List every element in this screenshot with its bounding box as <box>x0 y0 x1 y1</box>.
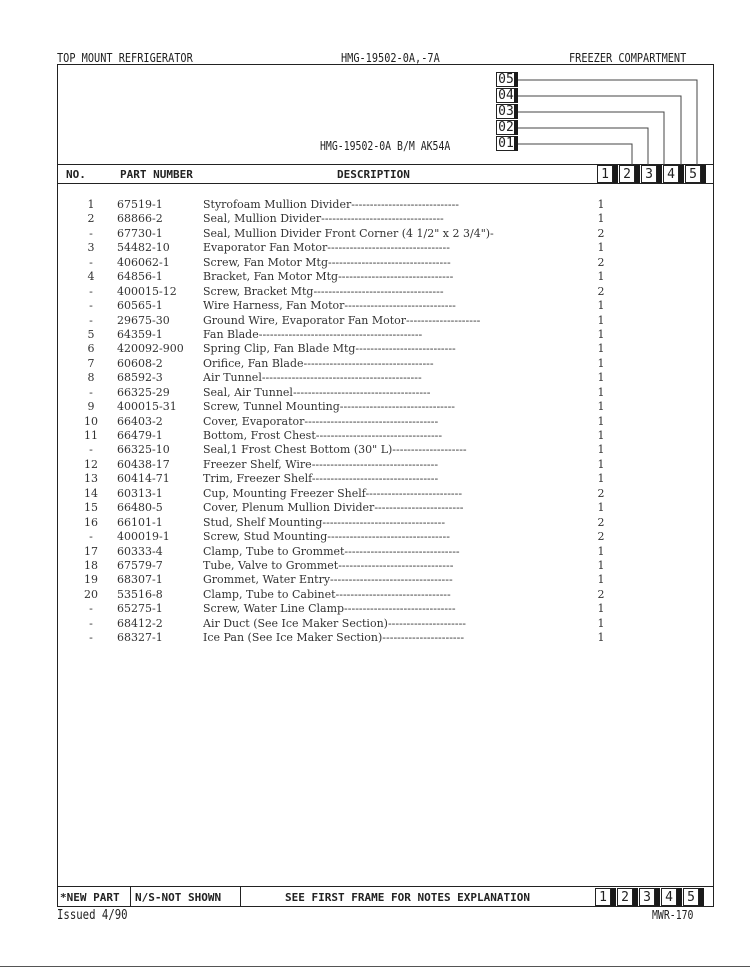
footer-divider <box>57 886 714 887</box>
part-row-description: Tube, Valve to Grommet------------------------------- <box>203 558 454 572</box>
part-row-quantity: 2 <box>597 587 605 601</box>
part-row <box>75 559 635 573</box>
marker-tab <box>611 888 616 906</box>
marker-4: 4 <box>663 165 679 183</box>
part-row-number: - <box>89 530 93 544</box>
column-header-part-number: PART NUMBER <box>120 168 193 181</box>
part-row-quantity: 1 <box>597 414 605 428</box>
part-row-number: 11 <box>84 429 98 442</box>
part-row-number: - <box>89 255 93 269</box>
part-row-part-number: 67730-1 <box>117 226 163 240</box>
part-row <box>75 270 635 284</box>
part-row <box>75 285 635 299</box>
part-row <box>75 429 635 443</box>
part-row-description: Bracket, Fan Motor Mtg------------------------------- <box>203 270 454 284</box>
part-row-quantity: 1 <box>597 457 605 471</box>
part-row-part-number: 60333-4 <box>117 544 163 558</box>
document-title: TOP MOUNT REFRIGERATOR <box>57 50 193 65</box>
marker-tab <box>635 165 640 183</box>
part-row-quantity: 1 <box>597 270 605 284</box>
part-row-number: 16 <box>84 515 98 529</box>
part-row-part-number: 67579-7 <box>117 558 163 572</box>
part-row-number: - <box>89 299 93 313</box>
part-row-quantity: 1 <box>597 616 605 630</box>
part-row <box>75 472 635 486</box>
part-row <box>75 256 635 270</box>
part-row-number: 20 <box>84 587 98 601</box>
part-row-description: Clamp, Tube to Grommet------------------------------- <box>203 544 460 558</box>
part-row-quantity: 1 <box>597 573 605 587</box>
part-row <box>75 530 635 544</box>
part-row-part-number: 60414-71 <box>117 472 170 486</box>
part-row-description: Grommet, Water Entry--------------------------------- <box>203 573 453 587</box>
part-row-part-number: 66101-1 <box>117 515 163 529</box>
part-row-number: 1 <box>87 198 95 211</box>
part-row-description: Air Duct (See Ice Maker Section)--------------------- <box>203 616 467 630</box>
part-row-description: Seal, Air Tunnel------------------------------------- <box>203 385 431 399</box>
part-row <box>75 458 635 472</box>
column-header-description: DESCRIPTION <box>337 168 410 181</box>
part-row-number: 7 <box>87 356 95 370</box>
not-shown-legend: N/S-NOT SHOWN <box>135 891 222 904</box>
footer-marker-5: 5 <box>683 888 699 906</box>
part-row-number: 13 <box>84 472 98 486</box>
part-row-part-number: 64359-1 <box>117 327 163 341</box>
part-row-number: - <box>89 631 93 645</box>
part-row <box>75 588 635 602</box>
part-row-number: 5 <box>87 327 95 341</box>
marker-1: 1 <box>597 165 613 183</box>
part-row-number: - <box>89 284 93 298</box>
part-row <box>75 516 635 530</box>
footer-separator <box>130 886 131 907</box>
part-row-description: Orifice, Fan Blade----------------------------------- <box>203 356 434 370</box>
part-row-description: Spring Clip, Fan Blade Mtg--------------------------- <box>203 342 456 356</box>
part-row-description: Evaporator Fan Motor--------------------------------- <box>203 241 450 255</box>
part-row-description: Wire Harness, Fan Motor------------------------------ <box>203 299 456 313</box>
part-row-description: Screw, Water Line Clamp------------------------------ <box>203 602 456 616</box>
part-row-description: Screw, Bracket Mtg----------------------------------- <box>203 284 444 298</box>
part-row-description: Ground Wire, Evaporator Fan Motor-------------------- <box>203 313 481 327</box>
part-row-quantity: 2 <box>597 486 605 500</box>
part-row-number: 10 <box>84 414 98 428</box>
part-row-number: 3 <box>87 241 95 255</box>
part-row-part-number: 400015-31 <box>117 400 177 414</box>
part-row-number: 15 <box>84 501 98 515</box>
new-part-legend: *NEW PART <box>60 891 120 904</box>
version-code-01: 01 <box>496 136 516 151</box>
part-row <box>75 415 635 429</box>
part-row-description: Screw, Fan Motor Mtg--------------------------------- <box>203 255 451 269</box>
part-row <box>75 545 635 559</box>
marker-5: 5 <box>685 165 701 183</box>
part-row-quantity: 2 <box>597 515 605 529</box>
part-row <box>75 342 635 356</box>
part-row-number: 9 <box>87 400 95 414</box>
part-row-quantity: 2 <box>597 255 605 269</box>
part-row-quantity: 1 <box>597 371 605 385</box>
part-row-quantity: 1 <box>597 299 605 313</box>
part-row-number: 17 <box>84 544 98 558</box>
part-row <box>75 501 635 515</box>
part-row-quantity: 1 <box>597 327 605 341</box>
part-row <box>75 357 635 371</box>
part-row-part-number: 60565-1 <box>117 299 163 313</box>
part-row-number: - <box>89 443 93 457</box>
page-code: MWR-170 <box>652 908 694 922</box>
model-caption: HMG-19502-0A B/M AK54A <box>320 139 451 153</box>
part-row-description: Styrofoam Mullion Divider----------------------------- <box>203 198 460 211</box>
part-row <box>75 227 635 241</box>
part-row-part-number: 64856-1 <box>117 270 163 284</box>
part-row-part-number: 406062-1 <box>117 255 170 269</box>
marker-tab <box>613 165 618 183</box>
part-row-part-number: 54482-10 <box>117 241 170 255</box>
part-row-quantity: 2 <box>597 530 605 544</box>
part-row-quantity: 1 <box>597 313 605 327</box>
marker-tab <box>633 888 638 906</box>
marker-tab <box>677 888 682 906</box>
version-code-05: 05 <box>496 72 516 87</box>
part-row-part-number: 60313-1 <box>117 486 163 500</box>
version-code-04: 04 <box>496 88 516 103</box>
part-row-part-number: 66325-29 <box>117 385 170 399</box>
issued-date: Issued 4/90 <box>57 908 128 923</box>
marker-tab <box>655 888 660 906</box>
footer-separator <box>240 886 241 907</box>
part-row-part-number: 53516-8 <box>117 587 163 601</box>
part-row-description: Seal,1 Frost Chest Bottom (30" L)-------------------- <box>203 443 467 457</box>
part-row-part-number: 66325-10 <box>117 443 170 457</box>
part-row-number: - <box>89 385 93 399</box>
part-row-part-number: 29675-30 <box>117 313 170 327</box>
part-row-part-number: 420092-900 <box>117 342 184 356</box>
part-row-quantity: 1 <box>597 602 605 616</box>
part-row-quantity: 1 <box>597 241 605 255</box>
part-row-description: Fan Blade-------------------------------------------- <box>203 327 423 341</box>
part-row-part-number: 68866-2 <box>117 212 163 226</box>
part-row-part-number: 400015-12 <box>117 284 177 298</box>
footer-marker-2: 2 <box>617 888 633 906</box>
part-row <box>75 631 635 645</box>
marker-tab <box>701 165 706 183</box>
model-number: HMG-19502-0A,-7A <box>341 50 440 65</box>
part-row-part-number: 67519-1 <box>117 198 163 211</box>
marker-3: 3 <box>641 165 657 183</box>
part-row-number: 19 <box>84 573 98 587</box>
part-row <box>75 386 635 400</box>
part-row-number: - <box>89 313 93 327</box>
part-row-part-number: 65275-1 <box>117 602 163 616</box>
part-row <box>75 314 635 328</box>
part-row-quantity: 2 <box>597 226 605 240</box>
part-row-description: Trim, Freezer Shelf---------------------------------- <box>203 472 439 486</box>
page-bottom-rule <box>0 966 750 967</box>
column-header-number: NO. <box>66 168 86 181</box>
part-row-description: Screw, Stud Mounting--------------------------------- <box>203 530 450 544</box>
part-row-part-number: 400019-1 <box>117 530 170 544</box>
part-row <box>75 241 635 255</box>
part-row-number: - <box>89 602 93 616</box>
part-row-part-number: 60608-2 <box>117 356 163 370</box>
part-row-number: - <box>89 616 93 630</box>
part-row-quantity: 1 <box>597 501 605 515</box>
part-row-number: 2 <box>87 212 95 226</box>
marker-tab <box>679 165 684 183</box>
part-row <box>75 443 635 457</box>
part-row <box>75 602 635 616</box>
part-row <box>75 573 635 587</box>
part-row-description: Bottom, Frost Chest---------------------------------- <box>203 429 443 442</box>
section-title: FREEZER COMPARTMENT <box>569 50 687 65</box>
version-code-03: 03 <box>496 104 516 119</box>
part-row-description: Clamp, Tube to Cabinet------------------------------- <box>203 587 451 601</box>
part-row-quantity: 1 <box>597 400 605 414</box>
part-row-part-number: 66403-2 <box>117 414 163 428</box>
part-row-description: Stud, Shelf Mounting--------------------------------- <box>203 515 446 529</box>
part-row-number: 12 <box>84 457 98 471</box>
part-row-quantity: 2 <box>597 284 605 298</box>
part-row-part-number: 68307-1 <box>117 573 163 587</box>
part-row-description: Ice Pan (See Ice Maker Section)---------------------- <box>203 631 465 645</box>
part-row-quantity: 1 <box>597 631 605 645</box>
part-row <box>75 371 635 385</box>
part-row-number: 4 <box>87 270 95 284</box>
footer-marker-1: 1 <box>595 888 611 906</box>
part-row-part-number: 68327-1 <box>117 631 163 645</box>
part-row-quantity: 1 <box>597 429 605 442</box>
part-row-description: Cover, Plenum Mullion Divider------------------------ <box>203 501 464 515</box>
marker-tab <box>699 888 704 906</box>
part-row <box>75 617 635 631</box>
part-row <box>75 400 635 414</box>
version-code-02: 02 <box>496 120 516 135</box>
part-row <box>75 212 635 226</box>
part-row-quantity: 1 <box>597 198 605 211</box>
part-row-part-number: 68412-2 <box>117 616 163 630</box>
part-row-description: Seal, Mullion Divider Front Corner (4 1/2" x 2 3/4")- <box>203 226 494 240</box>
parts-list <box>75 198 635 646</box>
part-row-number: 6 <box>87 342 95 356</box>
part-row-part-number: 66480-5 <box>117 501 163 515</box>
part-row-quantity: 1 <box>597 385 605 399</box>
part-row-part-number: 60438-17 <box>117 457 170 471</box>
marker-2: 2 <box>619 165 635 183</box>
part-row <box>75 198 635 212</box>
part-row-description: Cover, Evaporator------------------------------------ <box>203 414 439 428</box>
part-row-part-number: 66479-1 <box>117 429 163 442</box>
part-row-description: Screw, Tunnel Mounting------------------------------- <box>203 400 456 414</box>
part-row-quantity: 1 <box>597 212 605 226</box>
part-row <box>75 328 635 342</box>
part-row-quantity: 1 <box>597 544 605 558</box>
part-row-number: 14 <box>84 486 98 500</box>
part-row-part-number: 68592-3 <box>117 371 163 385</box>
footer-marker-4: 4 <box>661 888 677 906</box>
part-row-quantity: 1 <box>597 356 605 370</box>
part-row <box>75 299 635 313</box>
part-row-number: 18 <box>84 558 98 572</box>
part-row-description: Air Tunnel------------------------------------------- <box>203 371 422 385</box>
part-row-number: 8 <box>87 371 95 385</box>
marker-tab <box>657 165 662 183</box>
part-row-description: Freezer Shelf, Wire---------------------------------- <box>203 457 439 471</box>
part-row-number: - <box>89 226 93 240</box>
part-row-quantity: 1 <box>597 443 605 457</box>
part-row-description: Cup, Mounting Freezer Shelf-------------------------- <box>203 486 463 500</box>
part-row-quantity: 1 <box>597 472 605 486</box>
footer-marker-3: 3 <box>639 888 655 906</box>
part-row-description: Seal, Mullion Divider--------------------------------- <box>203 212 444 226</box>
part-row-quantity: 1 <box>597 558 605 572</box>
notes-explanation: SEE FIRST FRAME FOR NOTES EXPLANATION <box>285 891 531 904</box>
part-row-quantity: 1 <box>597 342 605 356</box>
part-row <box>75 487 635 501</box>
